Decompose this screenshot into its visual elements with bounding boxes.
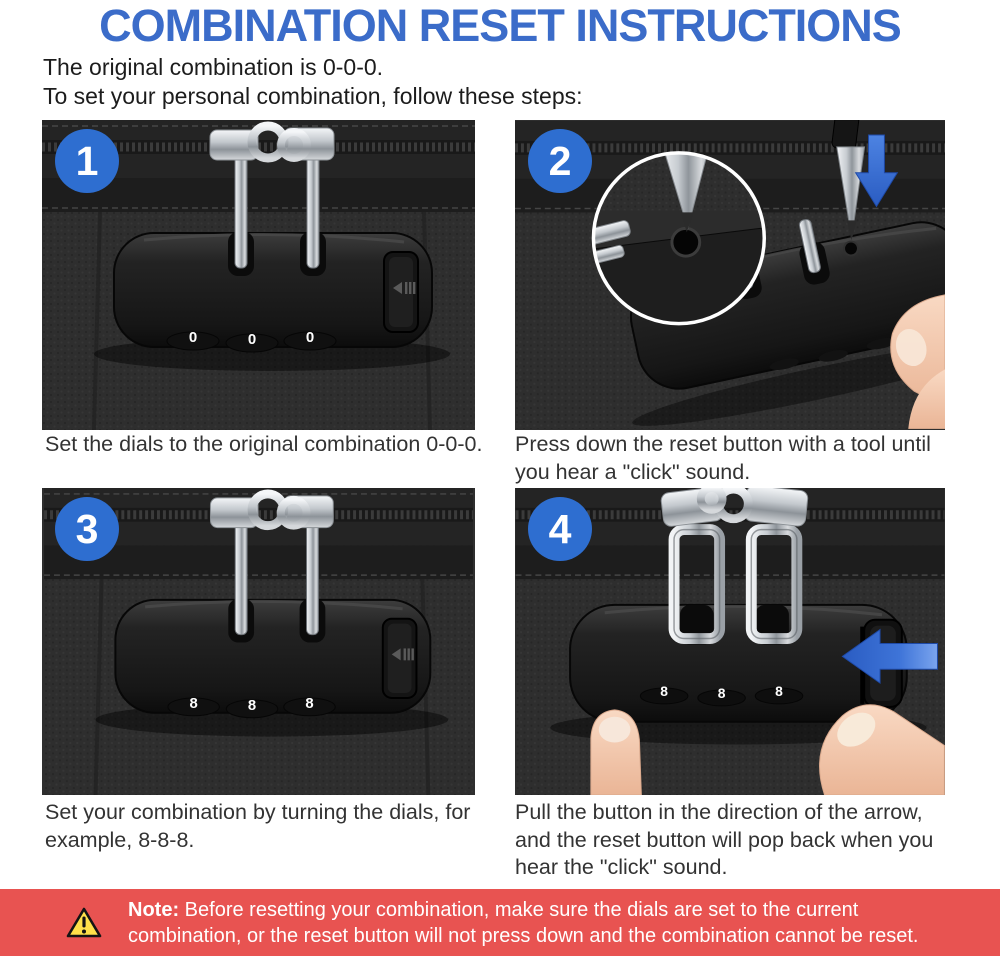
note-text-block: [128, 897, 964, 949]
note-label: Note:: [128, 898, 180, 921]
zipper-pull-shaft: [235, 146, 247, 268]
reset-button: [384, 252, 418, 332]
dial-digit: 8: [775, 682, 783, 699]
step-3-caption: Set your combination by turning the dials, for example, 8-8-8.: [45, 800, 471, 852]
note-bar: [0, 889, 1000, 956]
dial-digit: 0: [305, 329, 315, 346]
step-badge: 4: [528, 497, 592, 561]
zipper-pull-shaft: [307, 514, 319, 635]
combination-dials: [167, 329, 336, 352]
zipper-pull-shaft: [235, 514, 247, 635]
dial-digit: 8: [247, 697, 257, 714]
intro-text: [43, 53, 583, 111]
step-3-photo: [42, 488, 475, 795]
note-text: Before resetting your combination, make sure the dials are set to the current combination, or the reset button will not press down and the combination cannot be reset.: [128, 898, 919, 947]
step-2-photo: [515, 120, 945, 430]
dial-digit: 8: [660, 682, 669, 699]
step-4-caption: Pull the button in the direction of the arrow, and the reset button will pop back when you hear the "click" sound.: [515, 800, 934, 879]
intro-line-2: To set your personal combination, follow these steps:: [43, 83, 583, 109]
combination-dials: [640, 683, 802, 706]
step-4-photo: [515, 488, 945, 795]
step-1-photo: [42, 120, 475, 430]
dial-digit: 8: [305, 695, 314, 712]
reset-button: [383, 619, 417, 698]
step-badge: 2: [528, 129, 592, 193]
zipper-pull-shaft: [307, 146, 319, 268]
page-title: COMBINATION RESET INSTRUCTIONS: [99, 0, 901, 51]
dial-digit: 0: [188, 329, 198, 346]
fingernail: [599, 717, 631, 743]
intro-line-1: The original combination is 0-0-0.: [43, 54, 384, 80]
dial-digit: 8: [189, 695, 198, 712]
step-badge: 1: [55, 129, 119, 193]
combination-dials: [168, 696, 335, 718]
dial-digit: 0: [247, 331, 257, 348]
step-2-caption: Press down the reset button with a tool until you hear a "click" sound.: [515, 432, 931, 484]
step-1-caption: Set the dials to the original combination 0-0-0.: [45, 432, 483, 456]
finger-left: [591, 710, 642, 795]
step-badge: 3: [55, 497, 119, 561]
warning-triangle-icon: [66, 906, 102, 939]
dial-digit: 8: [717, 684, 726, 701]
